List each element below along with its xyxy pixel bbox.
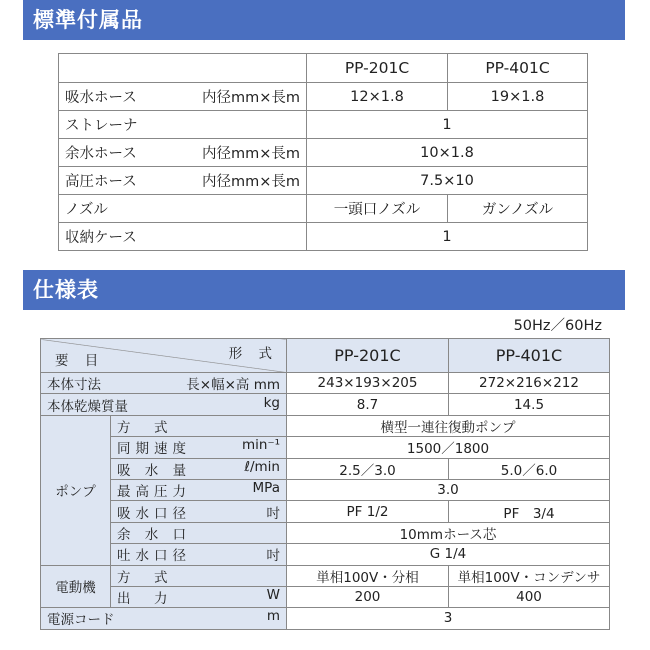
cell-value: 400 [449,586,610,607]
cell-value: 7.5×10 [307,167,588,195]
cell-value: PF 1/2 [287,501,449,522]
model-header-201: PP-201C [307,54,448,83]
table-row [41,373,610,394]
table-row [59,167,588,195]
table-row [41,415,610,436]
cell-value: 200 [287,586,449,607]
table-row [59,83,588,111]
cell-value: 単相100V・分相 [287,565,449,586]
row-label: 吐水口径 吋 [111,544,287,565]
header-diagonal-cell [41,339,287,373]
cell-value: 一頭口ノズル [307,195,448,223]
cell-value: 272×216×212 [449,373,610,394]
cell-value: 1500／1800 [287,437,610,458]
cell-value: 3.0 [287,479,610,500]
row-label: 吸 水 量 ℓ/min [111,458,287,479]
model-header-401: PP-401C [448,54,588,83]
cell-value: 3 [287,608,610,629]
row-label: 電源コード m [41,608,287,629]
table-row [41,479,610,500]
table-row [59,139,588,167]
header-item-label: 要 目 [55,353,105,369]
cell-value: G 1/4 [287,544,610,565]
table-row [59,195,588,223]
cell-value: PF 3/4 [449,501,610,522]
row-label: 本体寸法 長×幅×高 mm [41,373,287,394]
table-row [41,394,610,415]
row-label: 収納ケース [59,223,307,251]
cell-value: 10×1.8 [307,139,588,167]
cell-value: 10mmホース芯 [287,522,610,543]
row-label: 出 力 W [111,586,287,607]
model-header-201: PP-201C [287,339,449,373]
motor-group-label: 電動機 [41,565,111,608]
pump-group-label: ポンプ [41,415,111,565]
accessories-heading: 標準付属品 [23,0,625,40]
row-label: 吸水ホース 内径mm×長m [59,83,307,111]
header-blank [59,54,307,83]
table-row [41,522,610,543]
frequency-note: 50Hz／60Hz [513,318,602,334]
row-label: 高圧ホース 内径mm×長m [59,167,307,195]
table-row [41,586,610,607]
cell-value: 1 [307,111,588,139]
row-label: 最高圧力 MPa [111,479,287,500]
cell-value: 14.5 [449,394,610,415]
model-header-401: PP-401C [449,339,610,373]
row-label: 余 水 口 [111,522,287,543]
spec-table [40,338,610,630]
cell-value: 243×193×205 [287,373,449,394]
table-row [41,608,610,629]
table-row [41,458,610,479]
row-label: 方 式 [111,565,287,586]
row-label: 吸水口径 吋 [111,501,287,522]
row-label: 方 式 [111,415,287,436]
table-row [41,339,610,373]
row-label: ストレーナ [59,111,307,139]
accessories-table [58,53,588,251]
cell-value: 19×1.8 [448,83,588,111]
table-row [59,111,588,139]
cell-value: 8.7 [287,394,449,415]
cell-value: 12×1.8 [307,83,448,111]
cell-value: 2.5／3.0 [287,458,449,479]
table-row [41,501,610,522]
cell-value: ガンノズル [448,195,588,223]
table-row [59,223,588,251]
table-row [41,565,610,586]
table-row [59,54,588,83]
spec-heading: 仕様表 [23,270,625,310]
table-row [41,544,610,565]
row-label: ノズル [59,195,307,223]
row-label: 余水ホース 内径mm×長m [59,139,307,167]
row-label: 本体乾燥質量 kg [41,394,287,415]
table-row [41,437,610,458]
cell-value: 1 [307,223,588,251]
cell-value: 単相100V・コンデンサ [449,565,610,586]
row-label: 同期速度 min⁻¹ [111,437,287,458]
cell-value: 横型一連往復動ポンプ [287,415,610,436]
cell-value: 5.0／6.0 [449,458,610,479]
header-type-label: 形 式 [228,346,278,362]
